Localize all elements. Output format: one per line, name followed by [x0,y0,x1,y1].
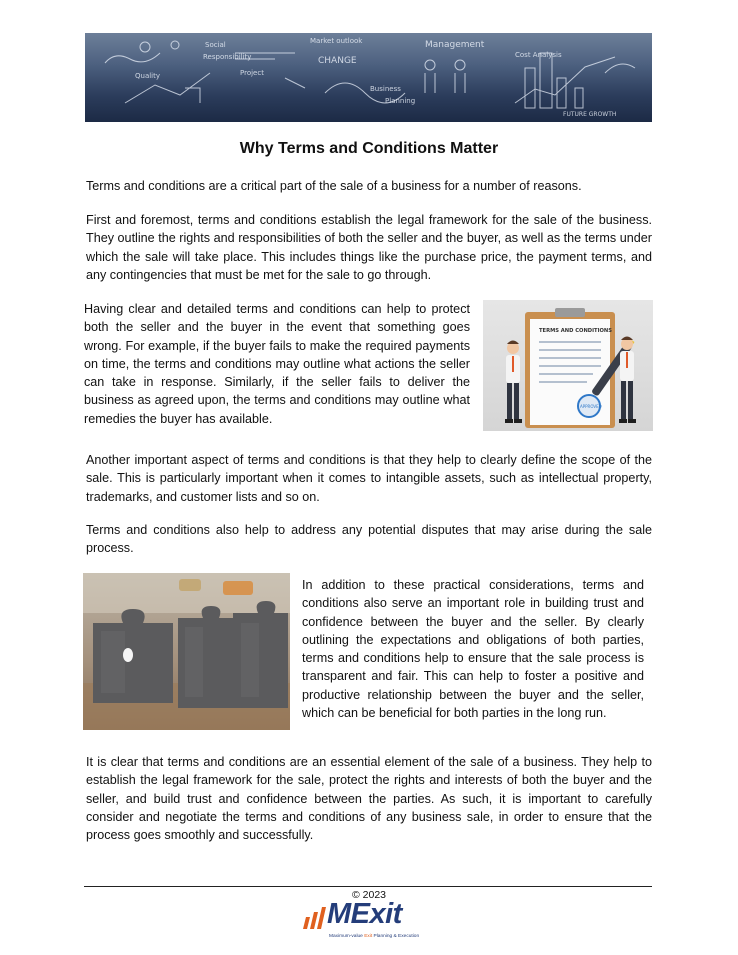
clipboard-heading: TERMS AND CONDITIONS [539,328,612,334]
banner-word-social: Social [205,41,226,49]
paragraph-disputes: Terms and conditions also help to address any potential disputes that may arise during the sale process. [86,523,652,556]
paragraph-scope: Another important aspect of terms and conditions is that they help to clearly define the scope of the sale. This is particularly important when it comes to intangible assets, such as intellectual property, trademarks, and customer lists and so on. [86,453,652,504]
tagline-accent: Exit [364,934,373,939]
banner-word-responsibility: Responsibility [203,53,252,61]
banner-word-change: CHANGE [318,56,357,66]
logo-wordmark: MExit [327,898,402,930]
logo-tagline [329,934,419,939]
banner-word-quality: Quality [135,72,161,80]
banner-word-market: Market outlook [310,37,363,45]
tagline-post: Planning & Execution [372,934,420,939]
paragraph-trust: In addition to these practical considerations, terms and conditions also serve an important role in building trust and confidence between the buyer and the seller. By clearly outlining the expectations and obligations of both parties, terms and conditions help to ensure that the sale process is transparent and fair. This can help to foster a positive and productive relationship between the buyer and the seller, which can be beneficial for both parties in the long run. [302,578,644,721]
terms-clipboard-graphic [483,300,653,431]
banner-word-management: Management [425,40,485,50]
puzzle-pieces-photo [83,573,290,730]
stamp-label: APPROVED [580,404,602,409]
banner-word-project: Project [240,69,264,77]
banner-word-future: FUTURE GROWTH [563,111,617,118]
paragraph-protection: Having clear and detailed terms and conditions can help to protect both the seller and the buyer in the event that something goes wrong. For example, if the buyer fails to make the required payments on time, the terms and conditions may outline what actions the seller can take in response. Similarly, if the seller fails to deliver the business as agreed upon, the terms and conditions may outline what remedies the buyer has available. [84,302,470,426]
banner-word-cost: Cost Analysis [515,51,562,59]
bar-chart-icon [300,905,326,931]
paragraph-legal-framework: First and foremost, terms and conditions establish the legal framework for the sale of the business. They outline the rights and responsibilities of both the seller and the buyer, as well as the terms under which the sale will take place. This includes things like the purchase price, the payment terms, and any contingencies that must be met for the sale to go through. [86,213,652,282]
header-banner-image [85,33,652,122]
paragraph-conclusion: It is clear that terms and conditions are an essential element of the sale of a business. They help to establish the legal framework for the sale, protect the rights and interests of both the buyer and the seller, and build trust and confidence between the parties. As such, it is important to carefully consider and negotiate the terms and conditions of any business sale, in order to ensure that the process goes smoothly and successfully. [86,755,652,843]
footer-divider [84,886,652,887]
page-title: Why Terms and Conditions Matter [239,140,499,157]
man-left-figure [505,341,522,424]
paragraph-intro: Terms and conditions are a critical part of the sale of a business for a number of reasons. [86,179,582,193]
banner-word-planning: Planning [385,97,416,105]
puzzle-graphic [83,573,290,730]
business-doodle-graphic [85,33,652,122]
mexit-logo [300,900,450,945]
tagline-pre: Maximum-value [329,934,365,939]
banner-word-business: Business [370,85,401,93]
terms-illustration [483,300,653,431]
copyright-text: © 2023 [351,889,386,901]
